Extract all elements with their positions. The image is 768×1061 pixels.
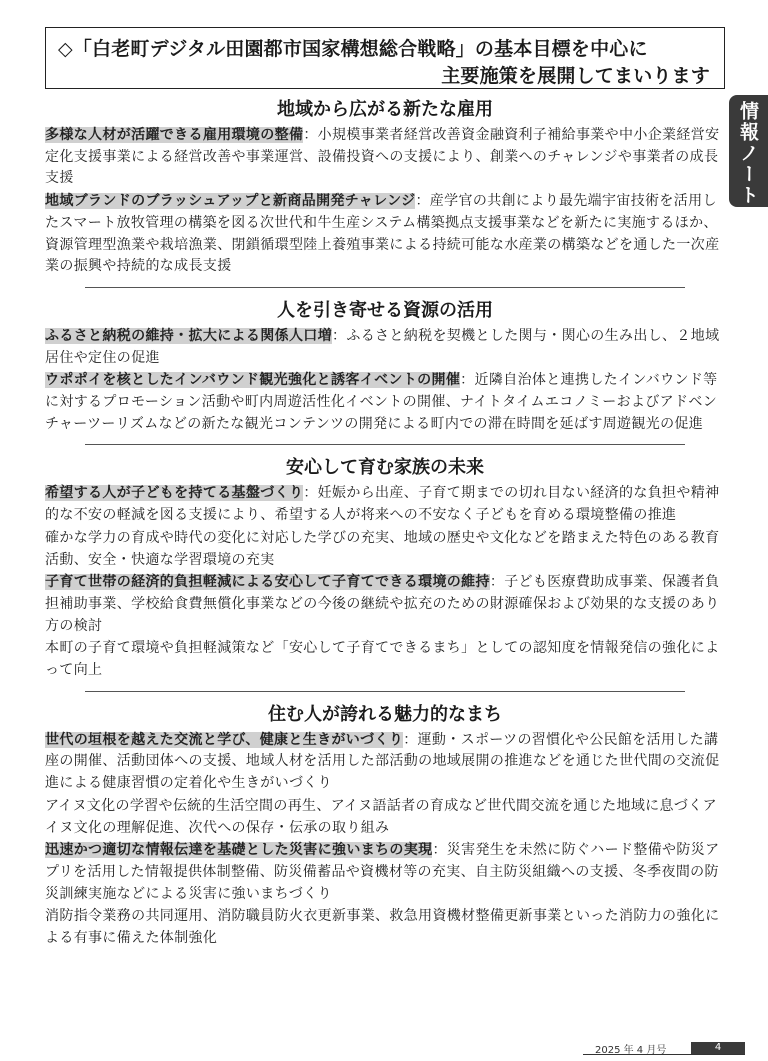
footer (583, 1042, 745, 1055)
measure-description: ：近隣自治体と連携したインバウンド等に対するプロモーション活動や町内周遊活性化イベントの開催、ナイトタイムエコノミーおよびアドベンチャーツーリズムなどの新たな観光コンテンツの開発による町内での滞在時間を延ばす周遊観光の促進 (45, 372, 718, 432)
section-heading: 安心して育む家族の未来 (286, 457, 484, 479)
section-paragraph (45, 796, 725, 839)
highlighted-measure-title: 希望する人が子どもを持てる基盤づくり (45, 485, 304, 502)
measure-description: アイヌ文化の学習や伝統的生活空間の再生、アイヌ語話者の育成など世代間交流を通じた地域に息づくアイヌ文化の理解促進、次代への保存・伝承の取り組み (45, 797, 717, 836)
main-content (45, 96, 725, 951)
issue-date: 2025 年 4 月号 (595, 1045, 667, 1056)
measure-description: ：小規模事業者経営改善資金融資利子補給事業や中小企業経営安定化支援事業による経営改善や事業運営、設備投資への支援により、創業へのチャレンジや事業者の成長支援 (45, 127, 720, 187)
measure-description: ：産学官の共創により最先端宇宙技術を活用したスマート放牧管理の構築を図る次世代和牛生産システム構築拠点支援事業などを新たに実施するほか、資源管理型漁業や栽培漁業、閉鎖循環型陸上養殖事業による持続可能な水産業の構築などを通した一次産業の振興や持続的な成長支援 (45, 193, 720, 275)
section-divider (85, 287, 685, 288)
section-paragraph (45, 638, 725, 681)
section-paragraph (45, 572, 725, 637)
section-paragraph (45, 483, 725, 526)
highlighted-measure-title: 地域ブランドのブラッシュアップと新商品開発チャレンジ (45, 193, 416, 210)
measure-description: ：ふるさと納税を契機とした関与・関心の生み出し、２地域居住や定住の促進 (45, 327, 720, 366)
highlighted-measure-title: 迅速かつ適切な情報伝達を基礎とした災害に強いまちの実現 (45, 842, 433, 859)
section-paragraph (45, 191, 725, 278)
measure-description: ：災害発生を未然に防ぐハード整備や防災アプリを活用した情報提供体制整備、防災備蓄品や資機材等の充実、自主防災組織への支援、冬季夜間の防災訓練実施などによる災害に強いまちづくり (45, 842, 720, 902)
highlighted-measure-title: ふるさと納税の維持・拡大による関係人口増 (45, 327, 332, 344)
measure-description: ：妊娠から出産、子育て期までの切れ目ない経済的な負担や精神的な不安の軽減を図る支援により、希望する人が将来への不安なく子どもを育める環境整備の推進 (45, 485, 720, 524)
measure-description: 消防指令業務の共同運用、消防職員防火衣更新事業、救急用資機材整備更新事業といった消防力の強化による有事に備えた体制強化 (45, 908, 720, 947)
measure-description: 本町の子育て環境や負担軽減策など「安心して子育てできるまち」としての認知度を情報発信の強化によって向上 (45, 640, 720, 679)
section-paragraph (45, 528, 725, 571)
page-number: 4 (691, 1042, 745, 1054)
section-paragraph (45, 840, 725, 905)
highlighted-measure-title: 多様な人材が活躍できる雇用環境の整備 (45, 127, 304, 143)
section-paragraph (45, 370, 725, 435)
section-heading: 人を引き寄せる資源の活用 (277, 299, 493, 321)
title-box (45, 27, 725, 89)
section-divider (85, 691, 685, 692)
side-tab-label: 情報ノート (737, 101, 759, 206)
side-tab-info-note (729, 95, 768, 207)
section-paragraph (45, 906, 725, 949)
highlighted-measure-title: 子育て世帯の経済的負担軽減による安心して子育てできる環境の維持 (45, 574, 490, 591)
highlighted-measure-title: 世代の垣根を越えた交流と学び、健康と生きがいづくり (45, 731, 404, 748)
highlighted-measure-title: ウポポイを核としたインバウンド観光強化と誘客イベントの開催 (45, 372, 461, 389)
measure-description: ：子ども医療費助成事業、保護者負担補助事業、学校給食費無償化事業などの今後の継続や拡充のための財源確保および効果的な支援のあり方の検討 (45, 574, 720, 634)
page-title-line-2: 主要施策を展開してまいります (441, 65, 710, 87)
section-divider (85, 444, 685, 445)
page-title-line-1: ◇「白老町デジタル田園都市国家構想総合戦略」の基本目標を中心に (58, 38, 648, 60)
section-paragraph (45, 125, 725, 190)
section-heading: 住む人が誇れる魅力的なまち (268, 703, 502, 725)
measure-description: 確かな学力の育成や時代の変化に対応した学びの充実、地域の歴史や文化などを踏まえた特色のある教育活動、安全・快適な学習環境の充実 (45, 529, 720, 568)
measure-description: ：運動・スポーツの習慣化や公民館を活用した講座の開催、活動団体への支援、地域人材を活用した部活動の地域展開の推進などを通じた世代間の交流促進による健康習慣の定着化や生きがいづくり (45, 731, 720, 792)
section-paragraph (45, 326, 725, 369)
section-heading: 地域から広がる新たな雇用 (277, 99, 493, 120)
section-paragraph (45, 730, 725, 795)
